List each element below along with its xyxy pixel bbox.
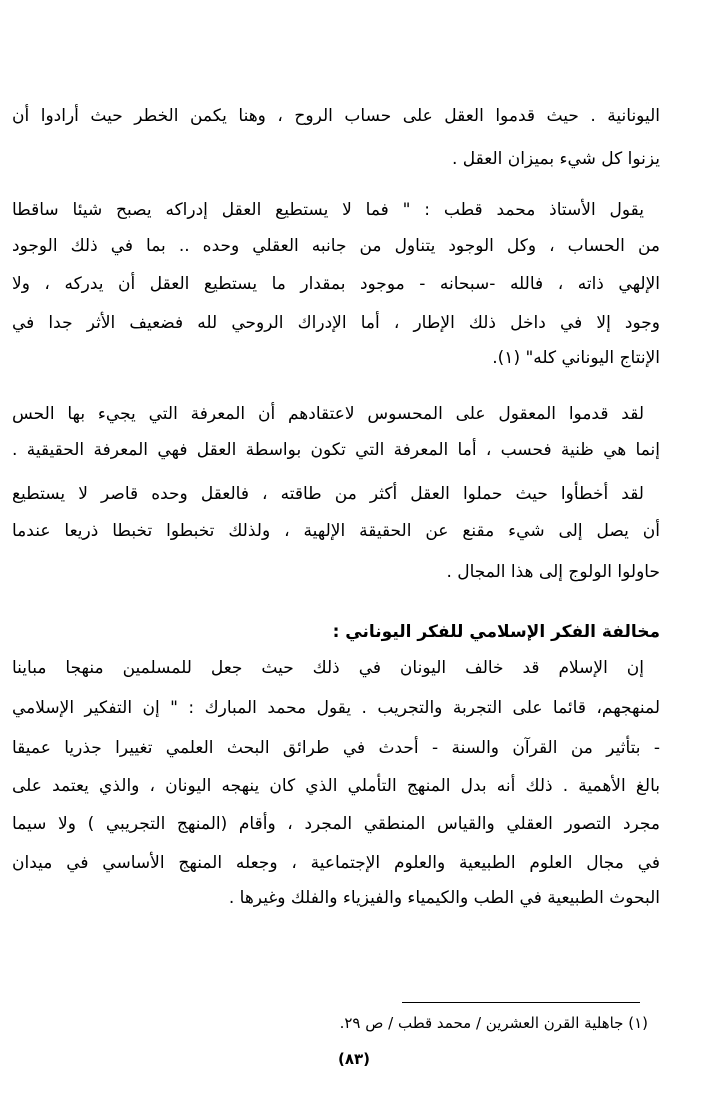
text-line: الإلهي ذاته ، فالله -سبحانه - موجود بمقدار ما يستطيع العقل أن يدركه ، ولا (12, 274, 660, 294)
text-line: إنما هي ظنية فحسب ، أما المعرفة التي تكون بواسطة العقل فهي المعرفة الحقيقية . (12, 440, 660, 460)
text-line: البحوث الطبيعية في الطب والكيمياء والفيزياء والفلك وغيرها . (228, 888, 660, 908)
section-heading: مخالفة الفكر الإسلامي للفكر اليوناني : (332, 622, 660, 642)
text-line: - بتأثير من القرآن والسنة - أحدث في طرائق البحث العلمي تغييرا جذريا عميقا (12, 738, 660, 758)
text-line: أن يصل إلى شيء مقنع عن الحقيقة الإلهية ، ولذلك تخبطوا تخبطا ذريعا عندما (12, 521, 660, 541)
text-line: لمنهجهم، قائما على التجربة والتجريب . يقول محمد المبارك : " إن التفكير الإسلامي (12, 698, 660, 718)
text-line: بالغ الأهمية . ذلك أنه بدل المنهج التأملي الذي كان ينهجه اليونان ، والذي يعتمد على (12, 776, 660, 796)
text-line: مجرد التصور العقلي والقياس المنطقي المجرد ، وأقام (المنهج التجريبي ) ولا سيما (12, 814, 660, 834)
footnote-divider (402, 1002, 640, 1003)
text-line: يقول الأستاذ محمد قطب : " فما لا يستطيع العقل إدراكه يصبح شيئا ساقطا (12, 200, 644, 220)
text-line: لقد قدموا المعقول على المحسوس لاعتقادهم أن المعرفة التي يجيء بها الحس (12, 404, 644, 424)
text-line: في مجال العلوم الطبيعية والعلوم الإجتماعية ، وجعله المنهج الأساسي في ميدان (12, 853, 660, 873)
text-line: إن الإسلام قد خالف اليونان في ذلك حيث جعل للمسلمين منهجا مباينا (12, 658, 644, 678)
text-line: من الحساب ، وكل الوجود يتناول من جانبه العقلي وحده .. بما في ذلك الوجود (12, 236, 660, 256)
text-line: لقد أخطأوا حيث حملوا العقل أكثر من طاقته ، فالعقل وحده قاصر لا يستطيع (12, 484, 644, 504)
text-line: اليونانية . حيث قدموا العقل على حساب الروح ، وهنا يكمن الخطر حيث أرادوا أن (12, 106, 660, 126)
text-line: الإنتاج اليوناني كله" (١). (492, 348, 660, 368)
footnote: (١) جاهلية القرن العشرين / محمد قطب / ص ٢٩. (339, 1014, 648, 1032)
text-line: وجود إلا في داخل ذلك الإطار ، أما الإدراك الروحي لله فضعيف الأثر جدا في (12, 313, 660, 333)
page-number: (٨٣) (337, 1050, 371, 1068)
text-line: يزنوا كل شيء بميزان العقل . (451, 149, 660, 169)
text-line: حاولوا الولوج إلى هذا المجال . (446, 562, 660, 582)
